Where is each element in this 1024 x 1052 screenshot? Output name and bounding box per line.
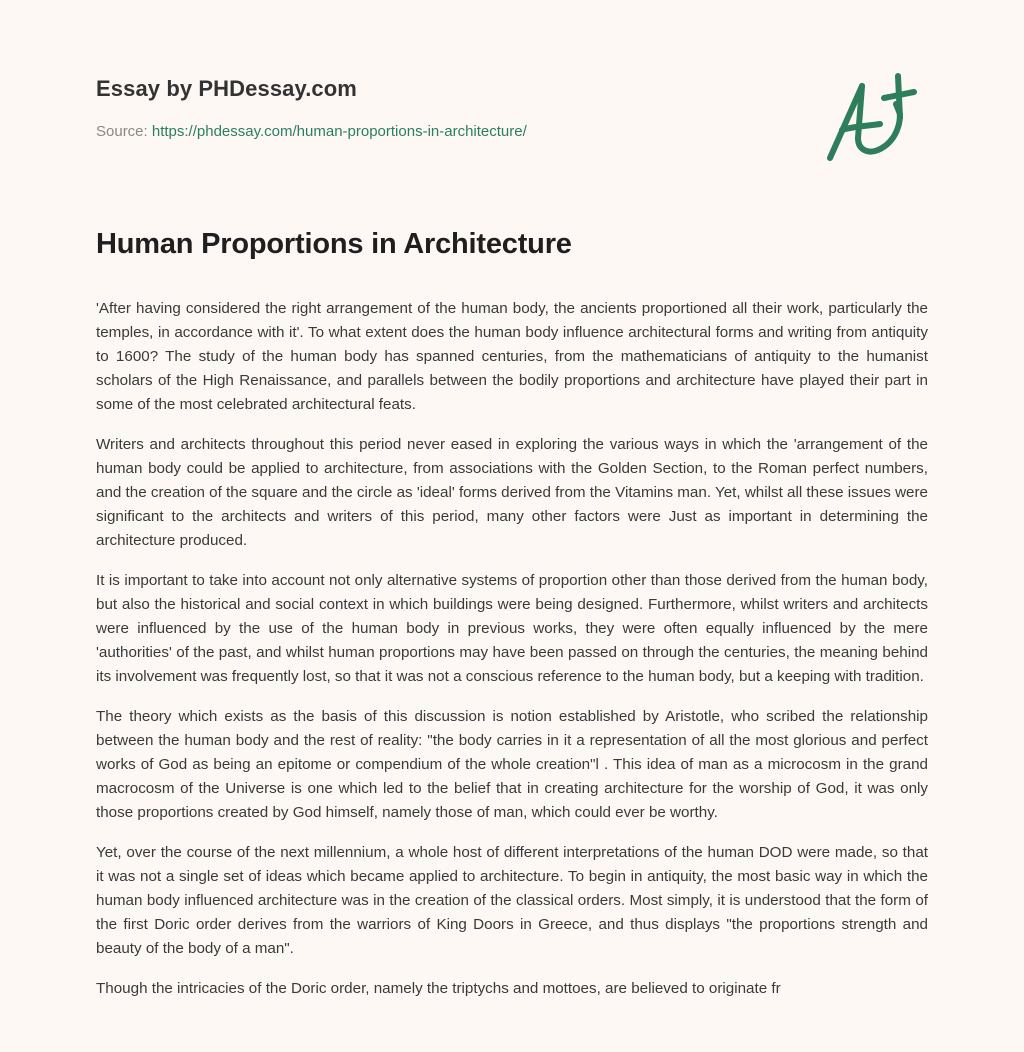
site-header <box>96 74 796 142</box>
source-line <box>96 122 796 142</box>
site-title: Essay by PHDessay.com <box>96 76 357 101</box>
source-link[interactable]: https://phdessay.com/human-proportions-in-architecture/ <box>151 123 527 140</box>
paragraph: Yet, over the course of the next millennium, a whole host of different interpretations of the human DOD were made, so that it was not a single set of ideas which became applied to architecture. To begin in antiquity, the most basic way in which the human body influenced architecture was in the creation of the classical orders. Most simply, it is understood that the form of the first Doric order derives from the warriors of King Doors in Greece, and thus displays "the proportions strength and beauty of the body of a man". <box>96 844 928 957</box>
paragraph: 'After having considered the right arrangement of the human body, the ancients proportioned all their work, particularly the temples, in accordance with it'. To what extent does the human body influence architectural forms and writing from antiquity to 1600? The study of the human body has spanned centuries, from the mathematicians of antiquity to the humanist scholars of the High Renaissance, and parallels between the bodily proportions and architecture have played their part in some of the most celebrated architectural feats. <box>96 300 928 413</box>
paragraph: It is important to take into account not only alternative systems of proportion other than those derived from the human body, but also the historical and social context in which buildings were being designed. Furthermore, whilst writers and architects were influenced by the use of the human body in previous works, they were often equally influenced by the mere 'authorities' of the past, and whilst human proportions may have been passed on through the centuries, the meaning behind its involvement was frequently lost, so that it was not a conscious reference to the human body, but a keeping with tradition. <box>96 572 928 685</box>
paragraph: Though the intricacies of the Doric order, namely the triptychs and mottoes, are believed to originate fr <box>96 980 781 997</box>
article-title: Human Proportions in Architecture <box>96 228 572 260</box>
source-label: Source: <box>96 123 148 140</box>
article-body <box>96 297 928 1017</box>
paragraph: The theory which exists as the basis of this discussion is notion established by Aristotle, who scribed the relationship between the human body and the rest of reality: "the body carries in it a representation of all the most glorious and perfect works of God as being an epitome or compendium of the whole creation"l . This idea of man as a microcosm in the grand macrocosm of the Universe is one which led to the belief that in creating architecture for the worship of God, it was only those proportions created by God himself, namely those of man, which could ever be worthy. <box>96 708 928 821</box>
a-plus-grade-icon <box>822 68 932 168</box>
paragraph: Writers and architects throughout this period never eased in exploring the various ways in which the 'arrangement of the human body could be applied to architecture, from associations with the Golden Section, to the Roman perfect numbers, and the creation of the square and the circle as 'ideal' forms derived from the Vitamins man. Yet, whilst all these issues were significant to the architects and writers of this period, many other factors were Just as important in determining the architecture produced. <box>96 436 928 549</box>
